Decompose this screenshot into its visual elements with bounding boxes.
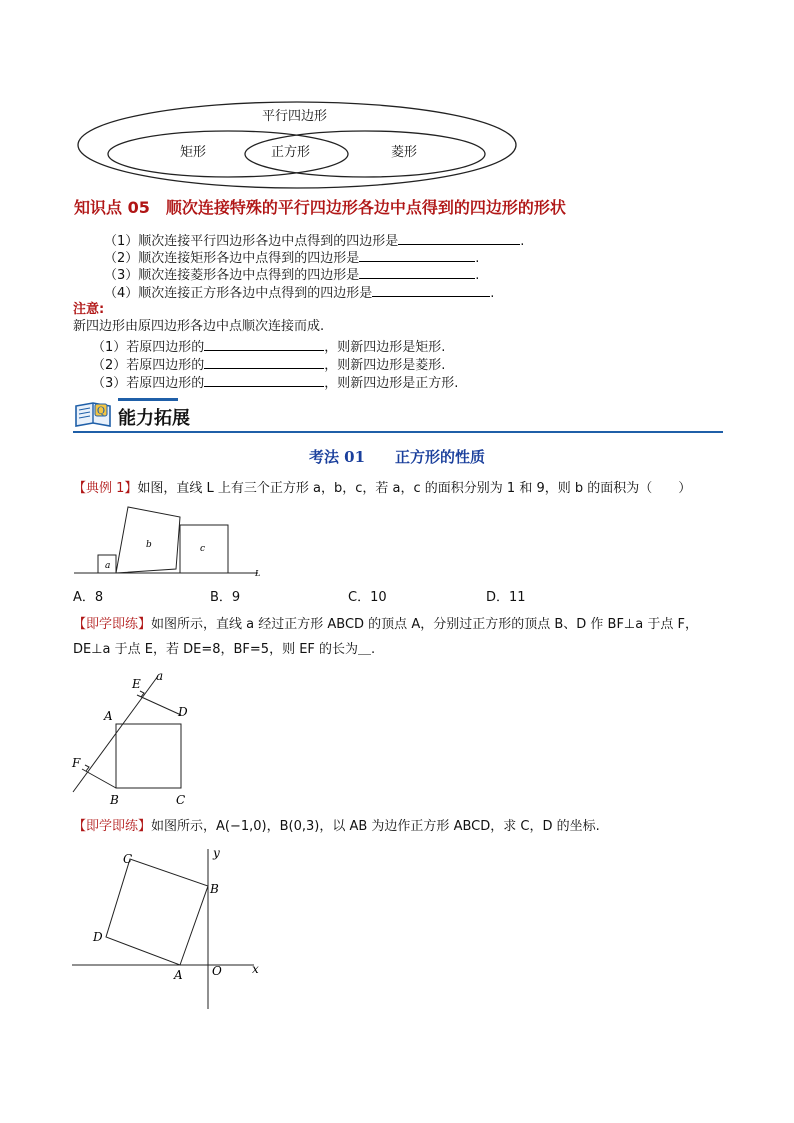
- cond-1: （1）若原四边形的 ，则新四边形是矩形.: [92, 337, 445, 356]
- svg-text:x: x: [252, 962, 259, 976]
- svg-text:c: c: [200, 544, 206, 554]
- svg-text:D: D: [93, 930, 103, 944]
- blank: [398, 231, 520, 245]
- ex1-text: 如图，直线 L 上有三个正方形 a，b，c，若 a，c 的面积分别为 1 和 9，则 b 的面积为（ ）: [137, 481, 692, 496]
- book-icon: [73, 398, 115, 430]
- note-text: 新四边形由原四边形各边中点顺次连接而成.: [73, 319, 325, 334]
- ex1-option-b: B．9: [210, 590, 241, 605]
- blank: [359, 265, 475, 279]
- ex2-question-line2: DE⊥a 于点 E，若 DE=8，BF=5，则 EF 的长为＿.: [73, 642, 376, 657]
- svg-text:A: A: [174, 968, 183, 982]
- cond-2: （2）若原四边形的 ，则新四边形是菱形.: [92, 355, 445, 374]
- kp5-item-3: （3）顺次连接菱形各边中点得到的四边形是 .: [104, 265, 479, 284]
- venn-right-label: 菱形: [391, 145, 418, 160]
- blank: [204, 373, 324, 387]
- blank: [204, 355, 324, 369]
- ex1-tag: 【典例 1】: [73, 481, 138, 496]
- venn-outer-label: 平行四边形: [262, 109, 328, 124]
- kp5-item-1: （1）顺次连接平行四边形各边中点得到的四边形是 .: [104, 231, 524, 250]
- ex1-option-c: C．10: [348, 590, 387, 605]
- svg-text:E: E: [132, 677, 141, 691]
- ex1-figure: [72, 503, 272, 583]
- svg-text:L: L: [255, 569, 261, 578]
- ex3-question: 【即学即练】如图所示，A(−1,0)，B(0,3)，以 AB 为边作正方形 ABCD，求 C，D 的坐标.: [73, 819, 600, 834]
- blank: [204, 337, 324, 351]
- venn-center-label: 正方形: [271, 145, 311, 160]
- kp5-item-2: （2）顺次连接矩形各边中点得到的四边形是 .: [104, 248, 479, 267]
- svg-text:b: b: [146, 540, 152, 550]
- blank: [359, 248, 475, 262]
- section-title: 能力拓展: [118, 408, 190, 429]
- svg-text:Q: Q: [96, 406, 106, 417]
- svg-text:a: a: [105, 561, 111, 571]
- svg-text:B: B: [210, 882, 219, 896]
- svg-text:C: C: [123, 852, 133, 866]
- venn-left-ellipse: [108, 131, 348, 177]
- svg-text:B: B: [110, 793, 119, 807]
- ex3-tag: 【即学即练】: [73, 819, 152, 834]
- ex1-option-a: A．8: [73, 590, 104, 605]
- ex1-question: [73, 481, 691, 497]
- svg-text:A: A: [104, 709, 113, 723]
- ex1-option-d: D．11: [486, 590, 526, 605]
- svg-text:D: D: [178, 705, 188, 719]
- ex2-tag: 【即学即练】: [73, 617, 152, 632]
- svg-text:C: C: [176, 793, 186, 807]
- blank: [372, 283, 490, 297]
- note-label: 注意:: [73, 302, 105, 317]
- svg-text:a: a: [156, 669, 164, 683]
- method-title: 考法 01 正方形的性质: [308, 448, 486, 466]
- cond-3: （3）若原四边形的 ，则新四边形是正方形.: [92, 373, 458, 392]
- svg-text:F: F: [72, 756, 81, 770]
- section-divider: [73, 431, 723, 433]
- svg-text:O: O: [212, 964, 222, 978]
- kp5-title: 知识点 05 顺次连接特殊的平行四边形各边中点得到的四边形的形状: [74, 198, 566, 217]
- ex2-figure: [68, 668, 198, 810]
- section-deco-bar: [118, 398, 178, 401]
- ex2-question-line1: 【即学即练】如图所示，直线 a 经过正方形 ABCD 的顶点 A，分别过正方形的顶点 B、D 作 BF⊥a 于点 F，: [73, 617, 698, 632]
- venn-left-label: 矩形: [180, 145, 207, 160]
- kp5-item-4: （4）顺次连接正方形各边中点得到的四边形是 .: [104, 283, 494, 302]
- svg-text:y: y: [213, 846, 220, 860]
- ex3-figure: [70, 845, 270, 1015]
